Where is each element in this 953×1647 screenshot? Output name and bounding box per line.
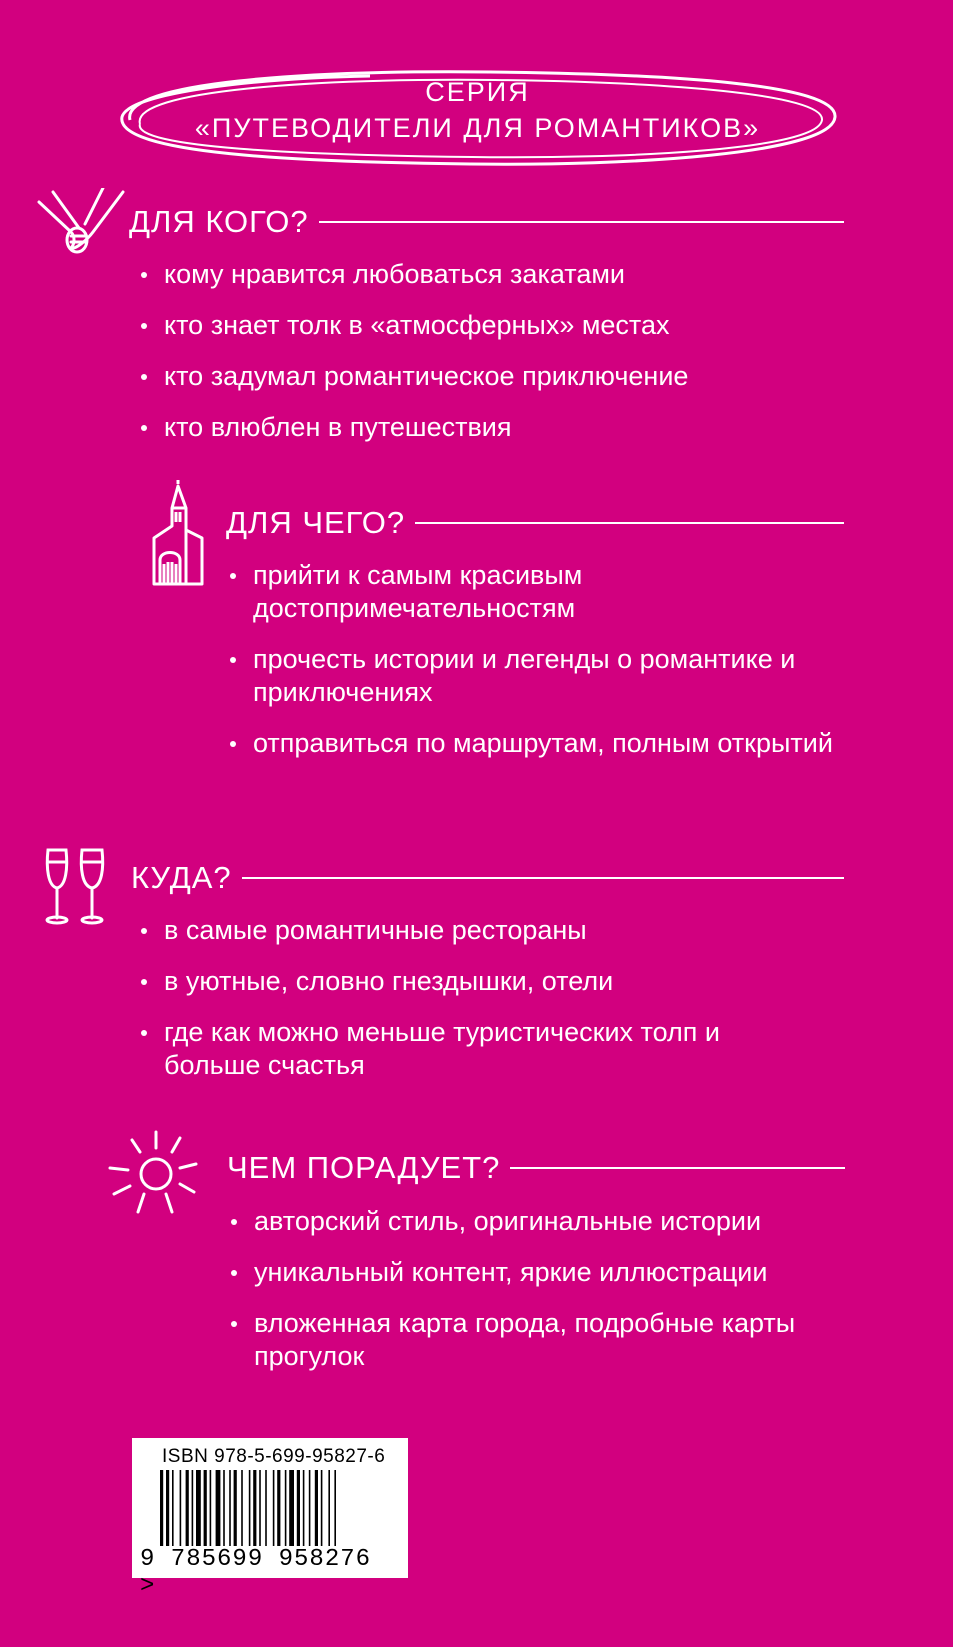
list-item: прочесть истории и легенды о романтике и приключениях: [227, 643, 852, 709]
list-item: где как можно меньше туристических толп и больше счастья: [138, 1016, 789, 1082]
series-label: СЕРИЯ: [425, 77, 530, 107]
sun-icon: [108, 1128, 200, 1218]
list-item: кто знает толк в «атмосферных» местах: [138, 309, 838, 342]
holding-hands-icon: [35, 188, 127, 266]
isbn-number: ISBN 978-5-699-95827-6: [162, 1446, 386, 1467]
divider-line: [319, 221, 844, 223]
barcode-digits: 9 785699 958276 >: [140, 1546, 372, 1600]
divider-line: [510, 1167, 845, 1169]
bullet-list: [228, 1205, 828, 1373]
section-for-whom: [129, 202, 844, 242]
list-item: кто влюблен в путешествия: [138, 411, 838, 444]
section-title: ДЛЯ ЧЕГО?: [226, 505, 406, 540]
church-tower-icon: [150, 480, 206, 588]
series-title: «ПУТЕВОДИТЕЛИ ДЛЯ РОМАНТИКОВ»: [194, 113, 761, 143]
list-item: в уютные, словно гнездышки, отели: [138, 965, 838, 998]
section-what-pleases: [227, 1148, 845, 1188]
bullet-list: [138, 258, 838, 444]
list-item: прийти к самым красивым достопримечательностям: [227, 559, 852, 625]
series-banner: [110, 62, 845, 172]
section-title: ДЛЯ КОГО?: [129, 204, 309, 239]
section-title: КУДА?: [131, 860, 232, 895]
isbn-barcode: [132, 1438, 408, 1600]
section-where: [131, 858, 844, 898]
divider-line: [415, 522, 844, 524]
list-item: кому нравится любоваться закатами: [138, 258, 838, 291]
champagne-glasses-icon: [44, 848, 108, 926]
list-item: вложенная карта города, подробные карты прогулок: [228, 1307, 814, 1373]
section-for-what: [226, 503, 844, 543]
list-item: уникальный контент, яркие иллюстрации: [228, 1256, 828, 1289]
section-title: ЧЕМ ПОРАДУЕТ?: [227, 1150, 501, 1185]
list-item: кто задумал романтическое приключение: [138, 360, 838, 393]
divider-line: [242, 877, 844, 879]
list-item: отправиться по маршрутам, полным открытий: [227, 727, 852, 760]
bullet-list: [227, 559, 852, 760]
list-item: в самые романтичные рестораны: [138, 914, 838, 947]
bullet-list: [138, 914, 838, 1082]
barcode-bars-icon: [160, 1470, 380, 1554]
list-item: авторский стиль, оригинальные истории: [228, 1205, 828, 1238]
